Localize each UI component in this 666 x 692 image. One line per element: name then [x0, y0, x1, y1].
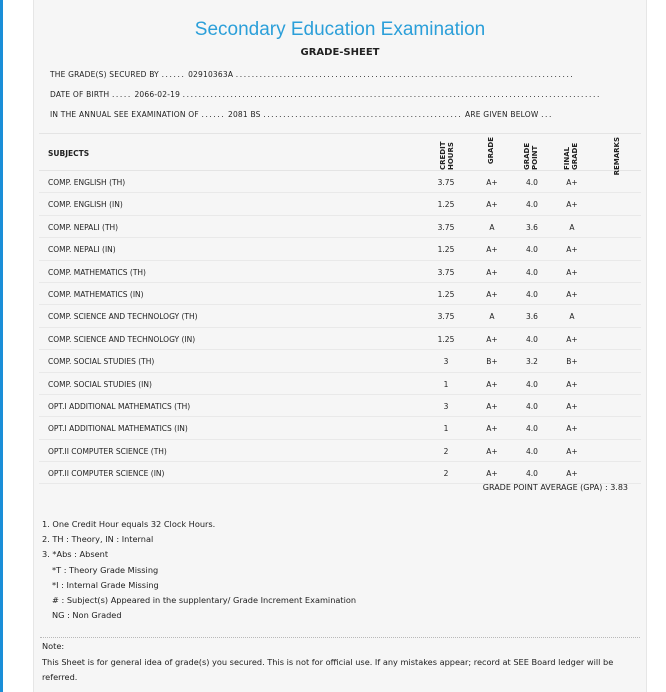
- header-credit-hours: CREDIT HOURS: [439, 141, 455, 170]
- grade-point-cell: 4.0: [526, 424, 538, 434]
- grade-point-cell: 3.6: [526, 312, 538, 322]
- table-row: [39, 350, 641, 372]
- table-row: [39, 171, 641, 193]
- final-grade-cell: A+: [566, 401, 578, 411]
- note-item: 3. *Abs : Absent: [42, 549, 109, 560]
- credit-hours-cell: 3.75: [437, 312, 455, 322]
- credit-hours-cell: 3.75: [437, 178, 455, 187]
- page-subtitle: GRADE-SHEET: [300, 47, 380, 58]
- grade-cell: A+: [486, 200, 498, 210]
- note-item: 2. TH : Theory, IN : Internal: [42, 534, 154, 545]
- subject-cell: COMP. NEPALI (IN): [48, 245, 116, 255]
- subject-cell: OPT.II COMPUTER SCIENCE (IN): [48, 469, 165, 479]
- credit-hours-cell: 3: [443, 357, 449, 367]
- final-grade-cell: A+: [566, 446, 578, 456]
- table-row: [39, 261, 641, 283]
- disclaimer-title: Note:: [42, 641, 65, 651]
- credit-hours-cell: 1: [443, 379, 449, 389]
- grade-cell: A+: [486, 289, 498, 299]
- grade-point-cell: 3.6: [526, 222, 538, 232]
- header-grade-point: GRADE POINT: [523, 142, 539, 170]
- grade-cell: A+: [486, 379, 498, 389]
- gpa-value: 3.83: [610, 483, 628, 492]
- note-item: *T : Theory Grade Missing: [52, 564, 159, 575]
- gpa-line: GRADE POINT AVERAGE (GPA) : 3.83: [482, 483, 628, 492]
- grade-cell: A+: [486, 334, 498, 344]
- disclaimer-text: This Sheet is for general idea of grade(s) you secured. This is not for official use. If any mistakes appear; record at SEE Board ledger will be referred.: [42, 657, 614, 682]
- table-row: [39, 417, 641, 439]
- header-subjects: SUBJECTS: [48, 149, 90, 158]
- table-row: [39, 305, 641, 327]
- subject-cell: COMP. MATHEMATICS (TH): [48, 267, 146, 277]
- credit-hours-cell: 1.25: [437, 200, 455, 210]
- table-row: [39, 216, 641, 238]
- final-grade-cell: A: [569, 312, 575, 322]
- credit-hours-cell: 1: [443, 424, 449, 434]
- subject-cell: COMP. ENGLISH (TH): [48, 178, 126, 187]
- grade-cell: A+: [486, 401, 498, 411]
- credit-hours-cell: 3.75: [437, 222, 455, 232]
- divider: [40, 637, 640, 638]
- grade-point-cell: 4.0: [526, 469, 538, 479]
- note-item: # : Subject(s) Appeared in the supplentary/ Grade Increment Examination: [52, 595, 357, 606]
- credit-hours-cell: 1.25: [437, 245, 455, 255]
- table-row: [39, 283, 641, 305]
- credit-hours-cell: 2: [443, 469, 449, 479]
- grade-point-cell: 4.0: [526, 178, 538, 187]
- table-row: [39, 440, 641, 462]
- credit-hours-cell: 1.25: [437, 334, 455, 344]
- final-grade-cell: A+: [566, 267, 578, 277]
- credit-hours-cell: 3.75: [437, 267, 455, 277]
- table-body: [39, 171, 641, 484]
- left-accent-bar: [0, 0, 3, 692]
- table-row: [39, 238, 641, 260]
- table-row: [39, 193, 641, 215]
- grade-cell: A+: [486, 469, 498, 479]
- symbol-number: 02910363A: [188, 70, 234, 79]
- grade-cell: B+: [486, 357, 498, 367]
- grade-point-cell: 4.0: [526, 446, 538, 456]
- final-grade-cell: A+: [566, 334, 578, 344]
- grade-cell: A+: [486, 267, 498, 277]
- header-grade: GRADE: [487, 137, 495, 165]
- credit-hours-cell: 1.25: [437, 289, 455, 299]
- final-grade-cell: A+: [566, 469, 578, 479]
- header-final-grade: FINAL GRADE: [563, 142, 579, 170]
- grade-cell: A: [489, 312, 495, 322]
- note-item: 1. One Credit Hour equals 32 Clock Hours.: [42, 519, 216, 529]
- subject-cell: COMP. MATHEMATICS (IN): [48, 289, 144, 299]
- grade-point-cell: 4.0: [526, 245, 538, 255]
- final-grade-cell: A+: [566, 178, 578, 187]
- credit-hours-cell: 3: [443, 401, 449, 411]
- table-row: [39, 395, 641, 417]
- header-remarks: REMARKS: [613, 137, 621, 176]
- subject-cell: COMP. SCIENCE AND TECHNOLOGY (TH): [48, 312, 198, 322]
- dob-line: DATE OF BIRTH ..... 2066-02-19 .........................................................................................................: [50, 90, 601, 99]
- table-row: [39, 462, 641, 484]
- grade-point-cell: 4.0: [526, 289, 538, 299]
- subject-cell: COMP. SCIENCE AND TECHNOLOGY (IN): [48, 334, 196, 344]
- grades-table: [39, 133, 641, 484]
- subject-cell: COMP. SOCIAL STUDIES (IN): [48, 379, 152, 389]
- note-item: NG : Non Graded: [52, 610, 122, 621]
- grade-point-cell: 4.0: [526, 379, 538, 389]
- date-of-birth: 2066-02-19: [134, 90, 181, 99]
- grade-cell: A+: [486, 424, 498, 434]
- grade-cell: A+: [486, 245, 498, 255]
- final-grade-cell: A+: [566, 379, 578, 389]
- grade-point-cell: 4.0: [526, 401, 538, 411]
- final-grade-cell: A+: [566, 424, 578, 434]
- subject-cell: OPT.II COMPUTER SCIENCE (TH): [48, 446, 167, 456]
- subject-cell: OPT.I ADDITIONAL MATHEMATICS (IN): [48, 424, 188, 434]
- table-row: [39, 328, 641, 350]
- grade-cell: A+: [486, 178, 498, 187]
- grade-point-cell: 4.0: [526, 200, 538, 210]
- exam-year: 2081 BS: [227, 110, 261, 119]
- notes-list: [42, 517, 356, 623]
- subject-cell: COMP. NEPALI (TH): [48, 222, 119, 232]
- grade-cell: A+: [486, 446, 498, 456]
- final-grade-cell: A+: [566, 200, 578, 210]
- subject-cell: COMP. SOCIAL STUDIES (TH): [48, 357, 155, 367]
- subject-cell: COMP. ENGLISH (IN): [48, 200, 123, 210]
- note-item: *I : Internal Grade Missing: [52, 579, 159, 590]
- grade-cell: A: [489, 222, 495, 232]
- exam-line: IN THE ANNUAL SEE EXAMINATION OF ...... 2081 BS .................................................. ARE GIVEN BELOW ...: [50, 110, 554, 119]
- grade-point-cell: 4.0: [526, 334, 538, 344]
- grade-secured-line: THE GRADE(S) SECURED BY ...... 02910363A .....................................................................................: [50, 70, 575, 79]
- grade-sheet: [33, 0, 647, 692]
- page-margin: [650, 0, 666, 692]
- credit-hours-cell: 2: [443, 446, 449, 456]
- final-grade-cell: A+: [566, 245, 578, 255]
- table-header: [39, 134, 641, 176]
- final-grade-cell: A: [569, 222, 575, 232]
- table-row: [39, 373, 641, 395]
- final-grade-cell: B+: [566, 357, 578, 367]
- page-title: Secondary Education Examination: [194, 19, 486, 40]
- subject-cell: OPT.I ADDITIONAL MATHEMATICS (TH): [48, 401, 191, 411]
- grade-point-cell: 3.2: [526, 357, 538, 367]
- final-grade-cell: A+: [566, 289, 578, 299]
- grade-point-cell: 4.0: [526, 267, 538, 277]
